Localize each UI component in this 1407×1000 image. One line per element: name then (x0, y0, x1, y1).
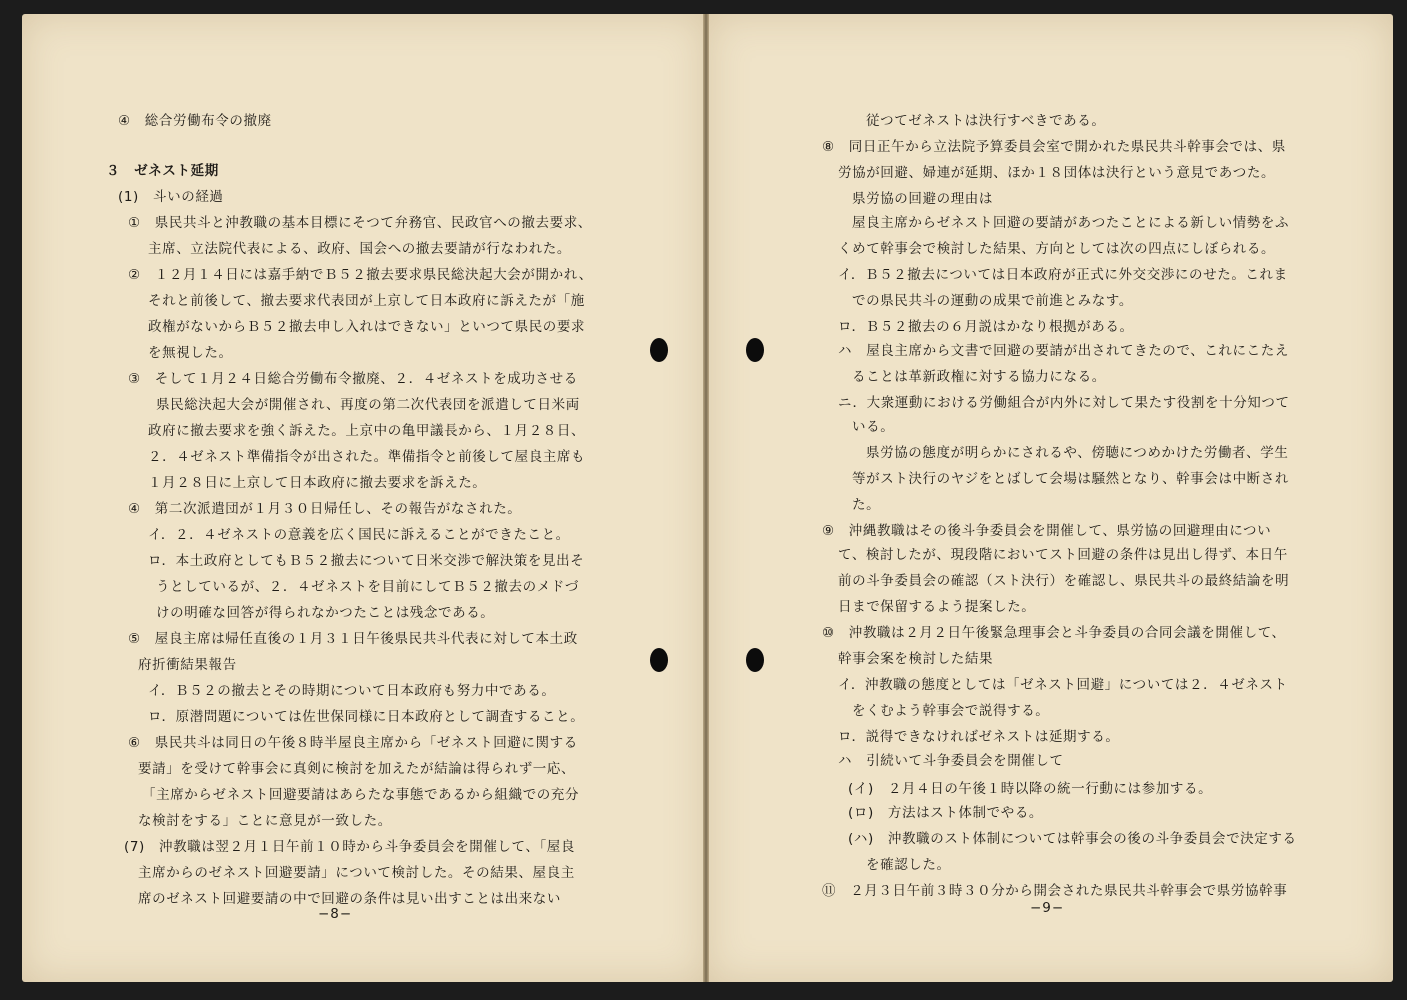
text-line: ロ．説得できなければゼネストは延期する。 (838, 729, 1120, 745)
text-line: ② １２月１４日には嘉手納でＢ５２撤去要求県民総決起大会が開かれ、 (128, 267, 593, 283)
text-line: けの明確な回答が得られなかつたことは残念である。 (156, 605, 495, 621)
binder-hole-icon (650, 338, 668, 362)
text-line: 「主席からゼネスト回避要請はあらたな事態であるから組織での充分 (142, 787, 580, 803)
text-line: ⑤ 屋良主席は帰任直後の１月３１日午後県民共斗代表に対して本土政 (128, 631, 578, 647)
text-line: ３ ゼネスト延期 (106, 163, 219, 179)
text-line: イ．Ｂ５２撤去については日本政府が正式に外交交渉にのせた。これま (838, 267, 1288, 283)
text-line: ④ 総合労働布令の撤廃 (118, 113, 272, 129)
text-line: イ．２．４ゼネストの意義を広く国民に訴えることができたこと。 (148, 527, 570, 543)
text-line: 県民総決起大会が開催され、再度の第二次代表団を派遣して日米両 (156, 397, 580, 413)
page-number-left: −8− (318, 906, 353, 922)
text-line: た。 (852, 497, 881, 513)
text-line: での県民共斗の運動の成果で前進とみなす。 (852, 293, 1133, 309)
text-line: (1) 斗いの経過 (118, 189, 224, 205)
text-line: 政権がないからＢ５２撤去申し入れはできない」といつて県民の要求 (148, 319, 586, 335)
text-line: １月２８日に上京して日本政府に撤去要求を訴えた。 (148, 475, 487, 491)
text-line: 前の斗争委員会の確認（スト決行）を確認し、県民共斗の最終結論を明 (838, 573, 1290, 589)
binder-hole-icon (746, 648, 764, 672)
text-line: くめて幹事会で検討した結果、方向としては次の四点にしぼられる。 (838, 241, 1276, 257)
text-line: ① 県民共斗と沖教職の基本目標にそつて弁務官、民政官への撤去要求、 (128, 215, 592, 231)
text-line: 幹事会案を検討した結果 (838, 651, 994, 667)
text-line: ニ．大衆運動における労働組合が内外に対して果たす役割を十分知つて (838, 395, 1290, 411)
text-line: ロ．原潜問題については佐世保同様に日本政府として調査すること。 (148, 709, 585, 725)
text-line: 要請」を受けて幹事会に真剣に検討を加えたが結論は得られず一応、 (138, 761, 576, 777)
text-line: ハ 屋良主席から文書で回避の要請が出されてきたので、これにこたえ (838, 343, 1289, 359)
text-line: 労協が回避、婦連が延期、ほか１８団体は決行という意見であつた。 (838, 165, 1276, 181)
text-line: ⑥ 県民共斗は同日の午後８時半屋良主席から「ゼネスト回避に関する (128, 735, 578, 751)
text-line: を確認した。 (866, 857, 951, 873)
text-line: な検討をする」ことに意見が一致した。 (138, 813, 392, 829)
binder-hole-icon (746, 338, 764, 362)
text-line: (イ) ２月４日の午後１時以降の統一行動には参加する。 (848, 781, 1213, 797)
text-line: を無視した。 (148, 345, 233, 361)
text-line: ハ 引続いて斗争委員会を開催して (838, 753, 1064, 769)
text-line: ⑪ ２月３日午前３時３０分から開会された県民共斗幹事会で県労協幹事 (822, 883, 1288, 899)
text-line: (ハ) 沖教職のスト体制については幹事会の後の斗争委員会で決定する (848, 831, 1297, 847)
text-line: 屋良主席からゼネスト回避の要請があつたことによる新しい情勢をふ (852, 215, 1290, 231)
text-line: (7) 沖教職は翌２月１日午前１０時から斗争委員会を開催して、「屋良 (124, 839, 576, 855)
text-line: 政府に撤去要求を強く訴えた。上京中の亀甲議長から、１月２８日、 (148, 423, 586, 439)
text-line: いる。 (852, 419, 895, 435)
text-line: ⑩ 沖教職は２月２日午後緊急理事会と斗争委員の合同会議を開催して、 (822, 625, 1286, 641)
text-line: をくむよう幹事会で説得する。 (852, 703, 1050, 719)
text-line: それと前後して、撤去要求代表団が上京して日本政府に訴えたが「施 (148, 293, 585, 309)
text-line: ⑧ 同日正午から立法院予算委員会室で開かれた県民共斗幹事会では、県 (822, 139, 1286, 155)
page-number-right: −9− (1030, 900, 1065, 916)
text-line: ⑨ 沖縄教職はその後斗争委員会を開催して、県労協の回避理由につい (822, 523, 1272, 539)
text-line: うとしているが、２．４ゼネストを目前にしてＢ５２撤去のメドづ (156, 579, 579, 595)
text-line: ２．４ゼネスト準備指令が出された。準備指令と前後して屋良主席も (148, 449, 586, 465)
text-line: 府折衝結果報告 (138, 657, 237, 673)
text-line: 席のゼネスト回避要請の中で回避の条件は見い出すことは出来ない (138, 891, 561, 907)
text-line: 従つてゼネストは決行すべきである。 (866, 113, 1106, 129)
text-line: ロ．Ｂ５２撤去の６月説はかなり根拠がある。 (838, 319, 1134, 335)
text-line: 等がスト決行のヤジをとばして会場は騒然となり、幹事会は中断され (852, 471, 1289, 487)
text-line: 主席からのゼネスト回避要請」について検討した。その結果、屋良主 (138, 865, 575, 881)
binding-gutter (703, 14, 709, 982)
text-line: (ロ) 方法はスト体制でやる。 (848, 805, 1044, 821)
text-line: イ．Ｂ５２の撤去とその時期について日本政府も努力中である。 (148, 683, 556, 699)
text-line: て、検討したが、現段階においてスト回避の条件は見出し得ず、本日午 (838, 547, 1288, 563)
text-line: 主席、立法院代表による、政府、国会への撤去要請が行なわれた。 (148, 241, 571, 257)
text-line: ④ 第二次派遣団が１月３０日帰任し、その報告がなされた。 (128, 501, 522, 517)
text-line: ③ そして１月２４日総合労働布令撤廃、２．４ゼネストを成功させる (128, 371, 578, 387)
binder-hole-icon (650, 648, 668, 672)
text-line: イ．沖教職の態度としては「ゼネスト回避」については２．４ゼネスト (838, 677, 1288, 693)
text-line: 日まで保留するよう提案した。 (838, 599, 1036, 615)
text-line: 県労協の回避の理由は (852, 191, 993, 207)
text-line: 県労協の態度が明らかにされるや、傍聴につめかけた労働者、学生 (866, 445, 1289, 461)
text-line: ロ．本土政府としてもＢ５２撤去について日米交渉で解決策を見出そ (148, 553, 585, 569)
text-line: ることは革新政権に対する協力になる。 (852, 369, 1106, 385)
